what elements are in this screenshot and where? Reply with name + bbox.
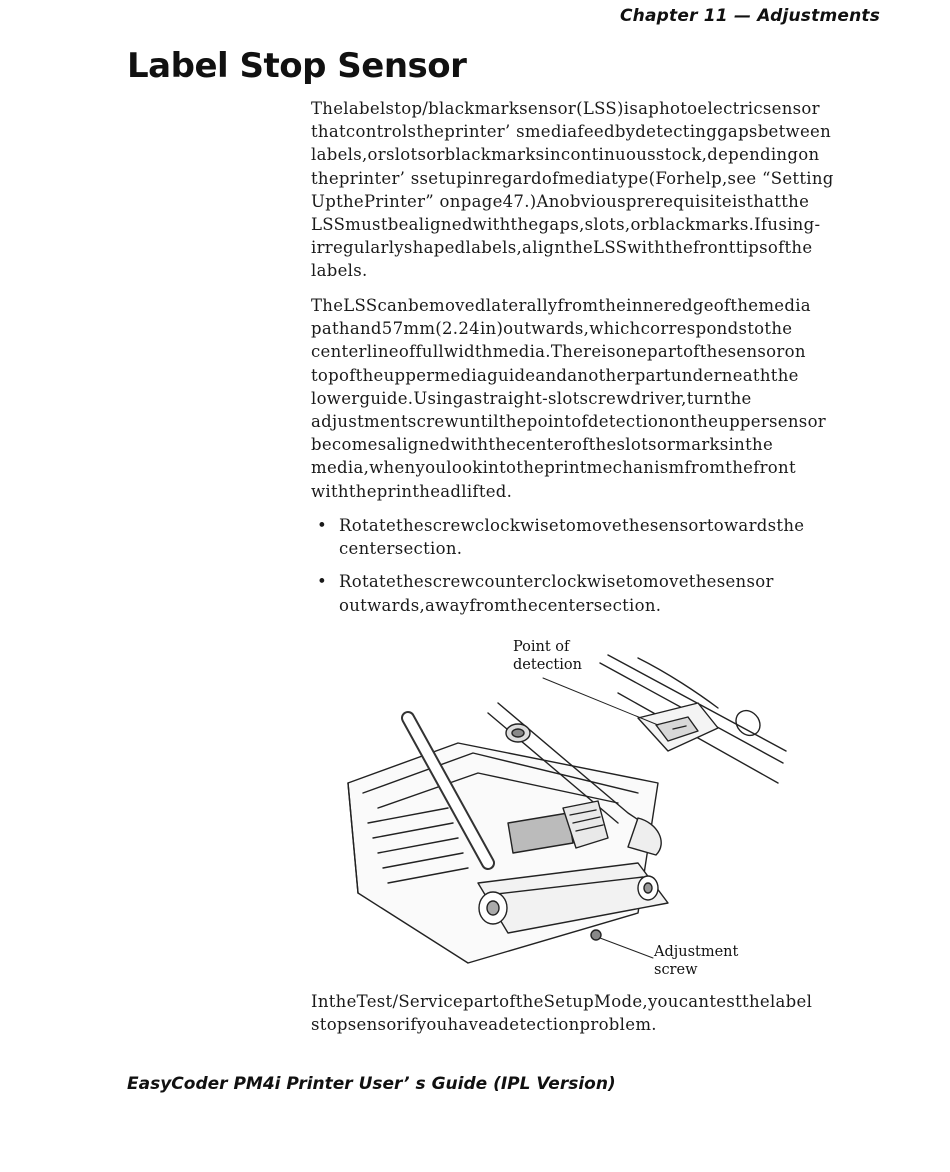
label-line: Adjustment xyxy=(654,944,739,960)
print-mechanism-figure xyxy=(338,633,788,983)
bullet-item xyxy=(311,570,911,616)
footer-title: EasyCoder PM4i Printer User’ s Guide (IPL Version) xyxy=(127,1074,616,1094)
text-line: Rotatethescrewclockwisetomovethesensortowardsthe xyxy=(339,516,805,535)
running-head: Chapter 11 — Adjustments xyxy=(620,6,881,26)
text-line: Rotatethescrewcounterclockwisetomovethesensor xyxy=(339,572,774,592)
text-line: lowerguide.Usingastraight-slotscrewdriver,turnthe xyxy=(311,388,752,408)
label-line: screw xyxy=(654,962,698,978)
print-mechanism-illustration xyxy=(338,633,788,983)
bullet-item xyxy=(311,514,911,560)
text-line: labels,orslotsorblackmarksincontinuousstock,dependingon xyxy=(311,145,820,165)
bullet-marker: • xyxy=(317,572,327,592)
text-line: media,whenyoulookintotheprintmechanismfromthefront xyxy=(311,458,796,478)
paragraph-intro xyxy=(311,97,911,283)
text-line: outwards,awayfromthecentersection. xyxy=(339,595,662,615)
text-line: centersection. xyxy=(339,539,463,559)
page-title: Label Stop Sensor xyxy=(127,46,467,86)
text-line: UpthePrinter” onpage47.)Anobviousprerequisiteisthatthe xyxy=(311,191,810,211)
text-line: topoftheuppermediaguideandanotherpartunderneaththe xyxy=(311,365,799,385)
text-line: thatcontrolstheprinter’ smediafeedbydetectinggapsbetween xyxy=(311,122,832,142)
text-line: becomesalignedwiththecenteroftheslotsormarksinthe xyxy=(311,435,774,455)
text-line: LSSmustbealignedwiththegaps,slots,orblackmarks.Ifusing- xyxy=(311,215,821,235)
text-line: IntheTest/ServicepartoftheSetupMode,youcantestthelabel xyxy=(311,992,813,1011)
text-line: stopsensorifyouhaveadetectionproblem. xyxy=(311,1015,657,1035)
point-of-detection-label xyxy=(513,638,582,674)
text-line: theprinter’ ssetupinregardofmediatype(Forhelp,see “Setting xyxy=(311,168,834,188)
label-line: Point of xyxy=(513,639,570,655)
paragraph-adjustment xyxy=(311,294,911,503)
paragraph-test xyxy=(311,990,911,1036)
bullet-list xyxy=(311,514,911,627)
text-line: adjustmentscrewuntilthepointofdetectionontheuppersensor xyxy=(311,412,826,432)
text-line: TheLSScanbemovedlaterallyfromtheinneredgeofthemedia xyxy=(311,296,811,315)
label-line: detection xyxy=(513,657,582,673)
text-line: irregularlyshapedlabels,aligntheLSSwiththefronttipsofthe xyxy=(311,238,813,258)
text-line: labels. xyxy=(311,261,368,281)
text-line: Thelabelstop/blackmarksensor(LSS)isaphotoelectricsensor xyxy=(311,99,820,118)
text-line: withtheprintheadlifted. xyxy=(311,481,513,501)
text-line: pathand57mm(2.24in)outwards,whichcorrespondstothe xyxy=(311,319,793,339)
text-line: centerlineoffullwidthmedia.Thereisonepartofthesensoron xyxy=(311,342,806,362)
adjustment-screw-label xyxy=(654,943,738,979)
bullet-marker: • xyxy=(317,516,327,535)
